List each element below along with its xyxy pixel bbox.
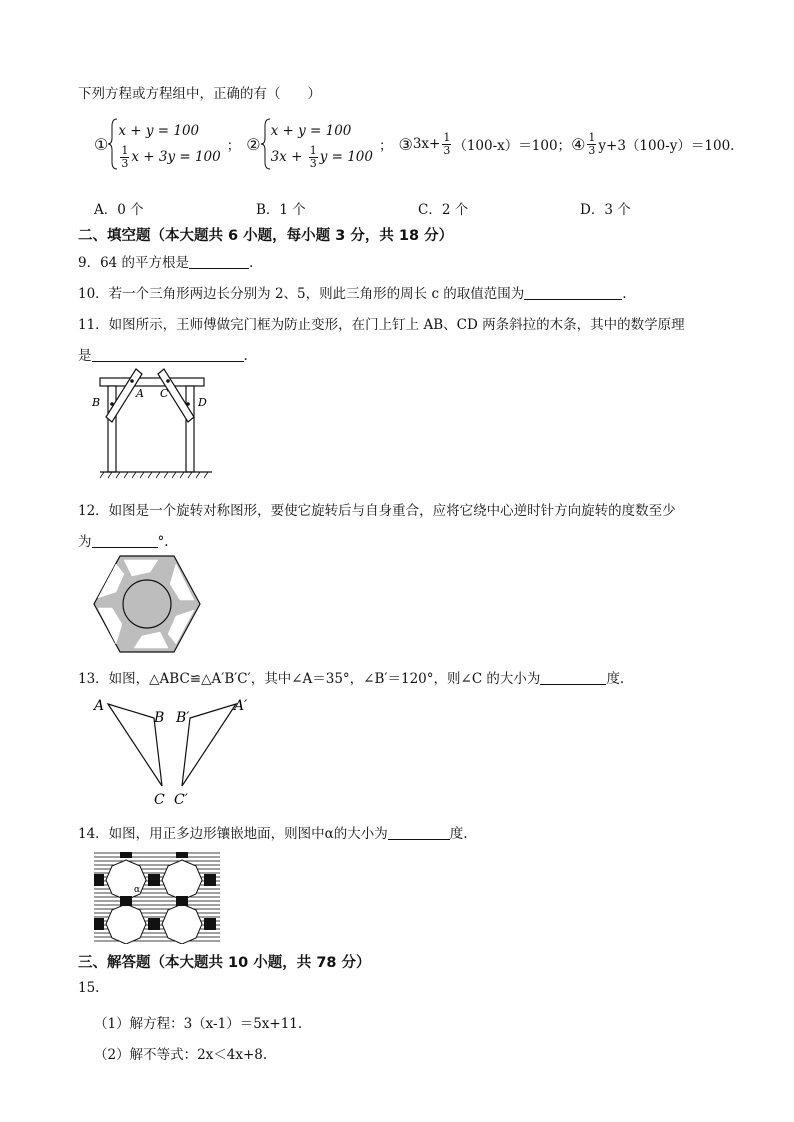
q8-item4-post: y+3（100-y）＝100. — [598, 138, 735, 154]
q11-line1: 11．如图所示，王师傅做完门框为防止变形，在门上钉上 AB、CD 两条斜拉的木条，其中的数学原理 — [78, 317, 685, 333]
fraction: $\frac{1}{3}$ — [121, 144, 129, 170]
q13-label-a: A — [94, 698, 105, 714]
q14-alpha-label: α — [134, 885, 141, 895]
q14-answer-blank[interactable] — [388, 825, 450, 840]
q8-item3-marker: ③ — [398, 134, 413, 154]
q8-items — [94, 116, 734, 172]
q12-line2 — [78, 530, 169, 550]
q14-text: 14．如图，用正多边形镶嵌地面，则图中α的大小为 — [78, 826, 388, 842]
q8-option-c: C．2 个 — [418, 202, 469, 218]
q11-line2-text: 是 — [78, 348, 92, 364]
q14-unit: 度. — [449, 826, 468, 842]
q8-item3-pre: 3x+ — [412, 136, 441, 152]
q10-text: 10．若一个三角形两边长分别为 2、5，则此三角形的周长 c 的取值范围为 — [78, 286, 525, 302]
q8-option-b: B．1 个 — [256, 202, 306, 218]
q8-item2-marker: ② — [246, 134, 261, 154]
q13-label-b-prime: B′ — [176, 710, 190, 726]
q10-answer-blank[interactable] — [524, 285, 622, 300]
q11-label-d: D — [198, 396, 207, 409]
q13-label-c-prime: C′ — [174, 792, 188, 808]
q8-item4-marker: ④ — [571, 134, 586, 154]
q12-rotation-figure — [92, 554, 202, 654]
q9-period: . — [249, 255, 254, 271]
q12-answer-blank[interactable] — [92, 533, 158, 548]
q13 — [78, 667, 624, 687]
q8-stem: 下列方程或方程组中，正确的有（ ） — [78, 86, 321, 102]
fraction: $\frac{1}{3}$ — [443, 130, 451, 157]
q8-item1-marker: ① — [94, 134, 109, 154]
fraction: $\frac{1}{3}$ — [309, 144, 317, 170]
q9-answer-blank[interactable] — [189, 254, 249, 269]
q15-part2: （2）解不等式：2x＜4x+8. — [94, 1047, 268, 1063]
q8-sep2: ； — [378, 138, 393, 154]
section-2-heading: 二、填空题（本大题共 6 小题，每小题 3 分，共 18 分） — [78, 228, 454, 244]
q8-item2-eq1: x + y = 100 — [270, 123, 352, 139]
q11-label-c: C — [160, 387, 169, 400]
q8-item3-post: （100-x）＝100； — [453, 138, 572, 154]
section-3-heading: 三、解答题（本大题共 10 小题，共 78 分） — [78, 955, 371, 971]
q8-option-a: A．0 个 — [94, 202, 144, 218]
q8-item1-eq1: x + y = 100 — [118, 123, 200, 139]
q14 — [78, 822, 468, 842]
q8-item2-system — [261, 118, 373, 170]
q10 — [78, 282, 627, 302]
q12-line1: 12．如图是一个旋转对称图形，要使它旋转后与自身重合，应将它绕中心逆时针方向旋转的度数至少 — [78, 503, 676, 519]
q15-part1: （1）解方程：3（x-1）＝5x+11. — [94, 1016, 303, 1032]
q13-answer-blank[interactable] — [540, 670, 606, 685]
brace-icon — [108, 118, 118, 170]
q11-line2 — [78, 344, 248, 364]
q13-label-a-prime: A′ — [234, 698, 248, 714]
q8-option-d: D．3 个 — [580, 202, 631, 218]
q15-number: 15. — [78, 980, 100, 996]
q14-tessellation-figure — [94, 852, 220, 944]
q13-triangles-figure — [88, 692, 268, 814]
q12-degree-period: °. — [157, 534, 169, 550]
q8-sep1: ； — [226, 138, 241, 154]
fraction: $\frac{1}{3}$ — [588, 130, 596, 157]
q13-unit: 度. — [606, 671, 625, 687]
q11-label-a: A — [136, 387, 144, 400]
q11-answer-blank[interactable] — [92, 347, 244, 362]
q8-item1-eq2: $\frac{1}{3}$ x + 3y = 100 — [121, 144, 221, 170]
q8-item1-system — [108, 118, 220, 170]
brace-icon — [261, 118, 271, 170]
q13-text: 13．如图，△ABC≌△A′B′C′，其中∠A＝35°，∠B′＝120°，则∠C 的大小为 — [78, 671, 541, 687]
q13-label-b: B — [154, 710, 165, 726]
q9-text: 9．64 的平方根是 — [78, 255, 190, 271]
q10-period: . — [622, 286, 627, 302]
q13-label-c: C — [154, 792, 165, 808]
q11-door-frame-figure — [88, 364, 218, 484]
q9 — [78, 251, 253, 271]
q11-label-b: B — [92, 396, 101, 409]
q12-line2-text: 为 — [78, 534, 92, 550]
q11-period: . — [243, 348, 248, 364]
q8-item2-eq2: 3x + $\frac{1}{3}$ y = 100 — [270, 144, 373, 170]
